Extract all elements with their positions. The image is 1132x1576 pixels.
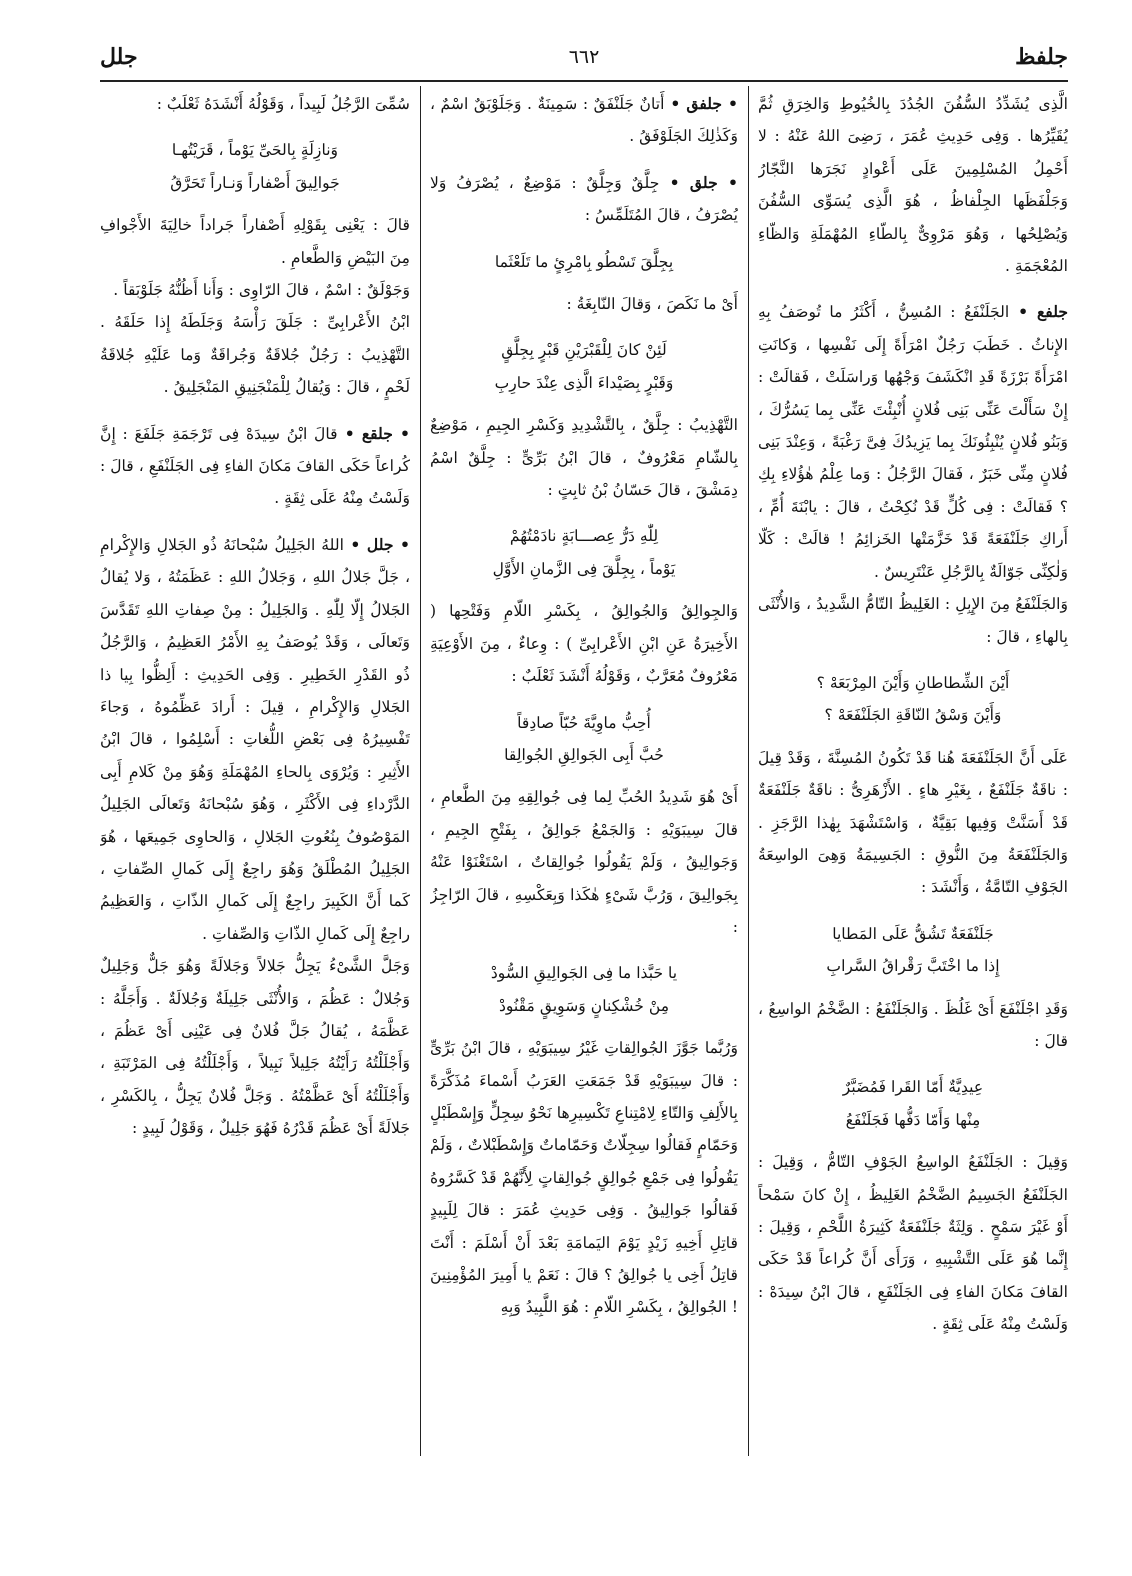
verse-quotation: وَنازِلَةٍ بِالحَىِّ يَوْماً ، قَرَيْتُهـا جَوالِيقَ أَصْفاراً وَنـاراً تَحَرَّقُ	[170, 141, 340, 192]
verse-quotation: بِجِلَّقَ تَسْطُو بِامْرِئٍ ما تَلَعْثَما	[494, 252, 674, 271]
column-divider-right	[748, 86, 749, 1456]
header-left-headword: جلل	[100, 44, 138, 70]
column-divider-left	[420, 86, 421, 1456]
paragraph: وَقِيلَ : الجَلَنْفَعُ الواسِعُ الجَوْفِ التّامُّ ، وَقِيلَ : الجَلَنْفَعُ الجَسِيمُ الضَّخْمُ الغَلِيظُ ، إِنْ كانَ سَمْحاً أَوْ غَيْرَ سَمْحٍ . وَلِثَةٌ جَلَنْفَعَةٌ كَثِيرَةُ اللَّحْمِ ، وَقِيلَ : إِنَّما هُوَ عَلَى التَّشْبِيهِ ، وَرَأَى أَنَّ كُراعاً قَدْ حَكَى القافَ مَكانَ الفاءِ فِى الجَلَنْفَعِ ، قالَ ابْنُ سِيدَهْ : وَلَسْتُ مِنْهُ عَلَى ثِقَةٍ .	[758, 1153, 1068, 1334]
entry-root-word: • جلفق •	[664, 94, 738, 113]
verse-quotation: أُحِبُّ ماوِيَّةَ حُبّاً صادِقاً حُبَّ أَبِى الجَوالِقِ الجُوالِقا	[504, 713, 664, 764]
entry-text: اللهُ الجَلِيلُ سُبْحانَهُ ذُو الجَلالِ وَالإِكْرامِ ، جَلَّ جَلالُ اللهِ ، وَجَلالُ اللهِ : عَظَمَتُهُ ، وَلا يُقالُ الجَلالُ إِلّا لِلّٰهِ . وَالجَلِيلُ : مِنْ صِفاتِ اللهِ تَقَدَّسَ وَتَعالَى ، وَقَدْ يُوصَفُ بِهِ الأَمْرُ العَظِيمُ ، وَالرَّجُلُ ذُو القَدْرِ الخَطِيرِ . وَفِى الحَدِيثِ : أَلِظُّوا بِيا ذا الجَلالِ وَالإِكْرامِ ، قِيلَ : أَرادَ عَظِّمُوهُ ، وَجاءَ تَفْسِيرُهُ فِى بَعْضِ اللُّغاتِ : أَسْلِمُوا ، قالَ ابْنُ الأَثِيرِ : وَيُرْوَى بِالحاءِ المُهْمَلَةِ وَهُوَ مِنْ كَلامِ أَبِى الدَّرْداءِ فِى الأَكْثَرِ ، وَهُوَ سُبْحانَهُ وَتَعالَى الجَلِيلُ المَوْصُوفُ بِنُعُوتِ الجَلالِ ، وَالحاوِى جَمِيعَها ، هُوَ الجَلِيلُ المُطْلَقُ وَهُوَ راجِعٌ إِلَى كَمالِ الصِّفاتِ ، كَما أَنَّ الكَبِيرَ راجِعٌ إِلَى كَمالِ الذّاتِ ، وَالعَظِيمُ راجِعٌ إِلَى كَمالِ الذّاتِ وَالصِّفاتِ . وَجَلَّ الشَّىْءُ يَجِلُّ جَلالاً وَجَلالَةً وَهُوَ جَلٌّ وَجَلِيلٌ وَجُلالٌ : عَظُمَ ، وَالأُنْثَى جَلِيلَةٌ وَجُلالَةٌ . وَأَجَلَّهُ : عَظَّمَهُ ، يُقالُ جَلَّ فُلانٌ فِى عَيْنِى أَىْ عَظُمَ ، وَأَجْلَلْتُهُ رَأَيْتُهُ جَلِيلاً نَبِيلاً ، وَأَجْلَلْتُهُ فِى المَرْتَبَةِ ، وَأَجْلَلْتُهُ أَىْ عَظَّمْتُهُ . وَجَلَّ فُلانٌ يَجِلُّ ، بِالكَسْرِ ، جَلالَةً أَىْ عَظُمَ قَدْرُهُ فَهُوَ جَلِيلٌ ، وَقَوْلُ لَبِيدٍ :	[100, 535, 410, 1138]
dictionary-entry	[430, 167, 738, 232]
verse-quotation: جَلَنْفَعَةٌ تَشُقُّ عَلَى المَطايا إِذا ما اخْتَبَّ رَقْراقُ السَّرابِ	[826, 924, 1000, 976]
entry-text: قالَ ابْنُ سِيدَهْ فِى تَرْجَمَةِ جَلَفَعَ : إِنَّ كُراعاً حَكَى القافَ مَكانَ الفاءِ فِى الجَلَنْفَعِ ، قالَ : وَلَسْتُ مِنْهُ عَلَى ثِقَةٍ .	[100, 424, 410, 508]
entry-root-word: • جلقع •	[337, 423, 410, 443]
column-left	[100, 88, 410, 1458]
paragraph: سُمِّىَ الرَّجُلُ لَبِيداً ، وَقَوْلُهُ أَنْشَدَهُ ثَعْلَبٌ :	[156, 95, 410, 113]
paragraph: وَالجِوالِقُ وَالجُوالِقُ ، بِكَسْرِ اللّامِ وَفَتْحِها ( الأَخِيرَةُ عَنِ ابْنِ الأَعْرابِىِّ ) : وِعاءٌ ، مِنَ الأَوْعِيَةِ مَعْرُوفٌ مُعَرَّبٌ ، وَقَوْلُهُ أَنْشَدَ ثَعْلَبٌ :	[430, 602, 738, 686]
entry-text: أَتانٌ جَلَنْفَقٌ : سَمِينَةٌ . وَجَلَوْبَقٌ اسْمٌ ، وَكَذٰلِكَ الجَلَوْفَقُ .	[430, 95, 738, 146]
page-number: ٦٦٢	[568, 46, 600, 68]
column-middle	[430, 88, 738, 1458]
entry-root-word: جلفع •	[1009, 302, 1068, 322]
verse-quotation: لِلّٰهِ دَرُّ عِصـــابَةٍ نادَمْتُهُمْ يَوْماً ، بِجِلَّقَ فِى الزَّمانِ الأَوَّلِ	[492, 527, 676, 578]
dictionary-entry	[100, 418, 410, 515]
column-right	[758, 88, 1068, 1458]
paragraph: أَىْ ما نَكَصَ ، وَقالَ النّابِغَةُ :	[566, 295, 738, 314]
verse-quotation: أَيْنَ الشِّطاطانِ وَأَيْنَ المِرْبَعَهْ ؟ وَأَيْنَ وَسْقُ النّاقَةِ الجَلَنْفَعَهْ ؟	[816, 673, 1010, 725]
page-header	[100, 44, 1068, 78]
entry-root-word: • جلق •	[659, 172, 738, 192]
paragraph: أَىْ هُوَ شَدِيدُ الحُبِّ لِما فِى جُوالِقِهِ مِنَ الطَّعامِ ، قالَ سِيبَوَيْهِ : وَالجَمْعُ جَوالِقُ ، بِفَتْحِ الجِيمِ ، وَجَوالِيقُ ، وَلَمْ يَقُولُوا جُوالِقاتٌ ، اسْتَغْنَوْا عَنْهُ بِجَوالِيقَ ، وَرُبَّ شَىْءٍ هٰكَذا وَبِعَكْسِهِ ، قالَ الرّاجِزُ :	[430, 788, 738, 936]
entry-text: جِلَّقٌ وَجِلَّقٌ : مَوْضِعٌ ، يُصْرَفُ وَلا يُصْرَفُ ، قالَ المُتَلَمِّسُ :	[430, 173, 738, 225]
paragraph: وَرُبَّما جَوَّزَ الجُوالِقاتِ غَيْرُ سِيبَوَيْهِ ، قالَ ابْنُ بَرِّىٍّ : قالَ سِيبَوَيْهِ قَدْ جَمَعَتِ العَرَبُ أَسْماءَ مُذَكَّرَةً بِالأَلِفِ وَالتّاءِ لِامْتِناعِ تَكْسِيرِها نَحْوُ سِجِلٍّ وَإِسْطَبْلٍ وَحَمّامٍ فَقالُوا سِجِلّاتٌ وَحَمّاماتٌ وَإِسْطَبْلاتٌ ، وَلَمْ يَقُولُوا فِى جَمْعِ جُوالِقٍ جُوالِقاتٍ لِأَنَّهُمْ قَدْ كَسَّرُوهُ فَقالُوا جَوالِيقُ . وَفِى حَدِيثِ عُمَرَ : قالَ لِلَبِيدٍ قاتِلِ أَخِيهِ زَيْدٍ يَوْمَ اليَمامَةِ بَعْدَ أَنْ أَسْلَمَ : أَنْتَ قاتِلُ أَخِى يا جُوالِقُ ؟ قالَ : نَعَمْ يا أَمِيرَ المُؤْمِنِينَ ! الجُوالِقُ ، بِكَسْرِ اللّامِ : هُوَ اللَّبِيدُ وَبِهِ	[430, 1039, 738, 1317]
verse-quotation: يا حَبَّذا ما فِى الجَوالِيقِ السُّودْ مِنْ خُشْكِنانٍ وَسَوِيقٍ مَقْنُودْ	[490, 964, 678, 1015]
entry-text: الجَلَنْفَعُ : المُسِنُّ ، أَكْثَرُ ما تُوصَفُ بِهِ الإِناثُ . خَطَبَ رَجُلٌ امْرَأَةً إِلَى نَفْسِها ، وَكانَتِ امْرَأَةً بَرْزَةً قَدِ انْكَشَفَ وَجْهُها وَراسَلَتْ ، فَقالَتْ : إِنْ سَأَلْتَ عَنِّى بَنِى فُلانٍ أُنْبِئْتَ عَنِّى بِما يَسُرُّكَ ، وَبَنُو فُلانٍ يُنْبِئُونَكَ بِما يَزِيدُكَ فِىَّ رَغْبَةً ، وَعِنْدَ بَنِى فُلانٍ مِنِّى خَبَرٌ ، فَقالَ الرَّجُلُ : وَما عِلْمُ هٰؤُلاءِ بِكِ ؟ فَقالَتْ : فِى كُلٍّ قَدْ نُكِحْتُ ، قالَ : يابْنَةَ أُمِّ ، أَراكِ جَلَنْفَعَةً قَدْ خَزَّمَتْها الخَزائِمُ ! قالَتْ : كَلّا وَلٰكِنِّى جَوّالَةٌ بِالرَّجُلِ عَنْتَرِيسٌ . وَالجَلَنْفَعُ مِنَ الإِبِلِ : الغَلِيظُ التّامُّ الشَّدِيدُ ، وَالأُنْثَى بِالهاءِ ، قالَ :	[758, 303, 1068, 646]
dictionary-entry	[100, 529, 410, 1145]
paragraph: عَلَى أَنَّ الجَلَنْفَعَةَ هُنا قَدْ تَكُونُ المُسِنَّةَ ، وَقَدْ قِيلَ : ناقَةٌ جَلَنْفَعٌ ، بِغَيْرِ هاءٍ . الأَزْهَرِىُّ : ناقَةٌ جَلَنْفَعَةٌ قَدْ أَسَنَّتْ وَفِيها بَقِيَّةٌ ، وَاسْتَشْهَدَ بِهٰذا الرَّجَزِ . وَالجَلَنْفَعَةُ مِنَ النُّوقِ : الجَسِيمَةُ وَهِىَ الواسِعَةُ الجَوْفِ التّامَّةُ ، وَأَنْشَدَ :	[758, 748, 1068, 897]
header-rule	[100, 80, 1068, 82]
verse-quotation: عِيدِيَّةٌ أَمّا القَرا فَمُضَبَّرٌ مِنْها وَأَمّا دَفُّها فَجَلَنْفَعُ	[842, 1078, 984, 1129]
dictionary-entry	[430, 88, 738, 153]
paragraph: الَّذِى يُشَدِّدُ السُّفُنَ الجُدُدَ بِالخُيُوطِ وَالخِرَقِ ثُمَّ يُقَيِّرُها . وَفِى حَدِيثِ عُمَرَ ، رَضِىَ اللهُ عَنْهُ : لا أَحْمِلُ المُسْلِمِينَ عَلَى أَعْوادٍ نَجَرَها النَّجّارُ وَجَلْفَظَها الجِلْفاظُ ، هُوَ الَّذِى يُسَوِّى السُّفُنَ وَيُصْلِحُها ، وَهُوَ مَرْوِىٌّ بِالطّاءِ المُهْمَلَةِ وَالظّاءِ المُعْجَمَةِ .	[758, 95, 1068, 276]
header-right-headword: جلفظ	[1015, 44, 1068, 70]
paragraph: التَّهْذِيبُ : جِلَّقٌ ، بِالتَّشْدِيدِ وَكَسْرِ الجِيمِ ، مَوْضِعٌ بِالشّامِ مَعْرُوفٌ ، قالَ ابْنُ بَرِّىٍّ : جِلَّقٌ اسْمُ دِمَشْقَ ، قالَ حَسّانُ بْنُ ثابِتٍ :	[430, 416, 738, 500]
verse-quotation: لَئِنْ كانَ لِلْقَبْرَيْنِ قَبْرٍ بِجِلَّقٍ وَقَبْرٍ بِصَيْداءَ الَّذِى عِنْدَ حارِبِ	[494, 341, 674, 392]
entry-root-word: • جلل •	[343, 534, 410, 554]
paragraph: وَقَدِ اجْلَنْفَعَ أَىْ غَلُظَ . وَالجَلَنْفَعُ : الضَّخْمُ الواسِعُ ، قالَ :	[758, 999, 1068, 1050]
dictionary-entry	[758, 296, 1068, 652]
paragraph: قالَ : يَعْنِى بِقَوْلِهِ أَصْفاراً جَراداً خالِيَةَ الأَجْوافِ مِنَ البَيْضِ وَالطَّعامِ . وَجَوْلَقٌ : اسْمٌ ، قالَ الرّاوِى : وَأَنا أَظُنُّهُ جَلَوْبَقاً . ابْنُ الأَعْرابِىِّ : جَلَقَ رَأْسَهُ وَجَلَطَهُ إِذا حَلَقَهُ . التَّهْذِيبُ : رَجُلٌ جُلاقَةٌ وَجُراقَةٌ وَما عَلَيْهِ جُلاقَةُ لَحْمٍ ، قالَ : وَيُقالُ لِلْمَنْجَنِيقِ المَنْجَلِيقُ .	[100, 216, 410, 397]
